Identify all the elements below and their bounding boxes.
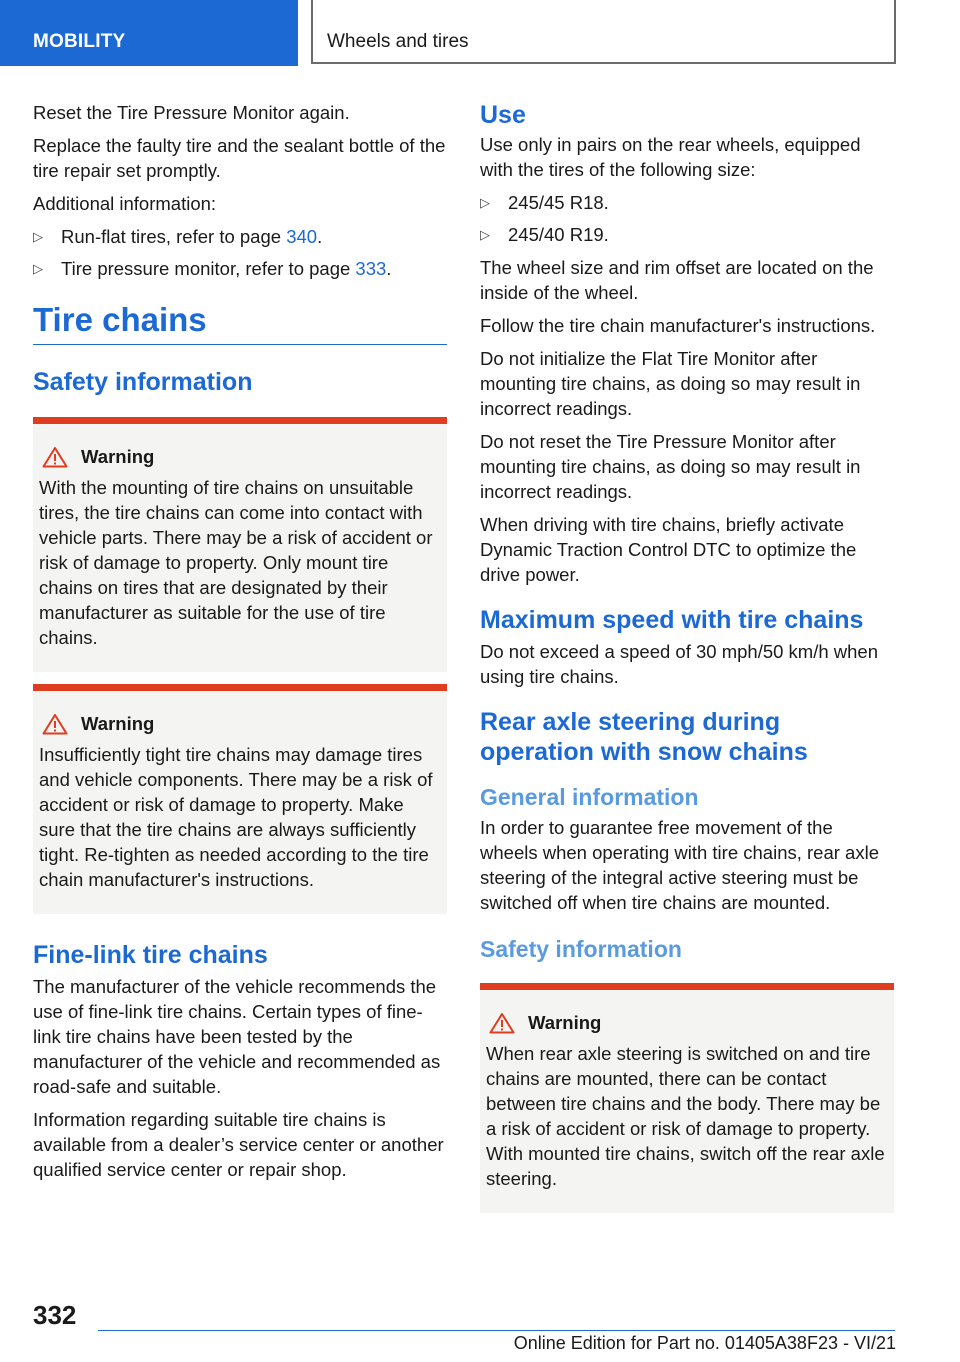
paragraph: The wheel size and rim offset are located on the inside of the wheel. — [480, 257, 874, 303]
paragraph: Do not exceed a speed of 30 mph/50 km/h when using tire chains. — [480, 641, 879, 687]
warning-triangle-icon — [42, 446, 68, 468]
warning-text: With the mounting of tire chains on unsuitable tires, the tire chains can come into contact with vehicle parts. There may be a risk of accident or risk of damage to property. Only mount tire chains on tires that are designated by their manufacturer as suitable for the use of tire chains. — [39, 477, 433, 648]
heading-general-information: General information — [480, 784, 699, 810]
warning-text: Insufficiently tight tire chains may damage tires and vehicle components. There may be a risk of accident or risk of damage to property. Make sure that the tire chains are always sufficiently tight. Re-tighten as needed according to the tire chain manufacturer's instructions. — [39, 744, 433, 890]
paragraph: Do not initialize the Flat Tire Monitor after mounting tire chains, as doing so may result in incorrect readings. — [480, 348, 861, 419]
list-item: ▷ 245/40 R19. — [480, 224, 609, 245]
paragraph: Reset the Tire Pressure Monitor again. — [33, 102, 350, 123]
paragraph: When driving with tire chains, briefly activate Dynamic Traction Control DTC to optimize the drive power. — [480, 514, 857, 585]
paragraph: Additional information: — [33, 193, 217, 214]
list-item: ▷ Run-flat tires, refer to page 340. — [33, 226, 323, 247]
heading-rear-axle-steering: Rear axle steering during operation with snow chains — [480, 708, 808, 766]
paragraph: In order to guarantee free movement of the wheels when operating with tire chains, rear axle steering of the integral active steering must be switched off when tire chains are mounted. — [480, 817, 879, 913]
triangle-right-icon: ▷ — [480, 227, 490, 242]
heading-tire-chains: Tire chains — [33, 301, 447, 345]
paragraph: Follow the tire chain manufacturer's instructions. — [480, 315, 876, 336]
warning-title: Warning — [81, 446, 155, 467]
paragraph: Information regarding suitable tire chains is available from a dealer’s service center or another qualified service center or repair shop. — [33, 1109, 444, 1180]
reference-list — [33, 224, 447, 281]
list-item: ▷ Tire pressure monitor, refer to page 333. — [33, 258, 392, 279]
list-item: ▷ 245/45 R18. — [480, 192, 609, 213]
paragraph: The manufacturer of the vehicle recommends the use of fine-link tire chains. Certain types of fine-link tire chains have been tested by the manufacturer of the vehicle and recommended as road-safe and suitable. — [33, 976, 441, 1097]
paragraph: Use only in pairs on the rear wheels, equipped with the tires of the following size: — [480, 134, 861, 180]
page-link-340[interactable]: 340 — [286, 226, 318, 247]
paragraph: Replace the faulty tire and the sealant bottle of the tire repair set promptly. — [33, 135, 446, 181]
page-link-333[interactable]: 333 — [355, 258, 387, 279]
chapter-title: Wheels and tires — [311, 0, 896, 64]
warning-title: Warning — [81, 713, 155, 734]
warning-box — [480, 983, 894, 1213]
heading-use: Use — [480, 101, 526, 129]
footer-divider — [98, 1330, 895, 1331]
warning-text: When rear axle steering is switched on and tire chains are mounted, there can be contact between tire chains and the body. There may be a risk of accident or risk of damage to property. With mounted tire chains, switch off the rear axle steering. — [486, 1043, 885, 1189]
paragraph: Do not reset the Tire Pressure Monitor after mounting tire chains, as doing so may result in incorrect readings. — [480, 431, 861, 502]
page-header — [0, 0, 960, 66]
right-column — [480, 100, 894, 1225]
page-number: 332 — [33, 1300, 77, 1330]
edition-note: Online Edition for Part no. 01405A38F23 - VI/21 — [513, 1333, 896, 1353]
warning-box — [33, 417, 447, 672]
triangle-right-icon: ▷ — [33, 261, 43, 276]
tire-size-list — [480, 190, 894, 247]
heading-safety-information: Safety information — [33, 368, 253, 396]
triangle-right-icon: ▷ — [480, 195, 490, 210]
heading-maximum-speed: Maximum speed with tire chains — [480, 606, 864, 634]
section-tab: MOBILITY — [0, 0, 298, 66]
heading-safety-information: Safety information — [480, 936, 682, 962]
warning-triangle-icon — [489, 1012, 515, 1034]
heading-fine-link-tire-chains: Fine-link tire chains — [33, 941, 268, 969]
warning-triangle-icon — [42, 713, 68, 735]
warning-title: Warning — [528, 1012, 602, 1033]
warning-box — [33, 684, 447, 914]
left-column — [33, 100, 447, 1190]
triangle-right-icon: ▷ — [33, 229, 43, 244]
